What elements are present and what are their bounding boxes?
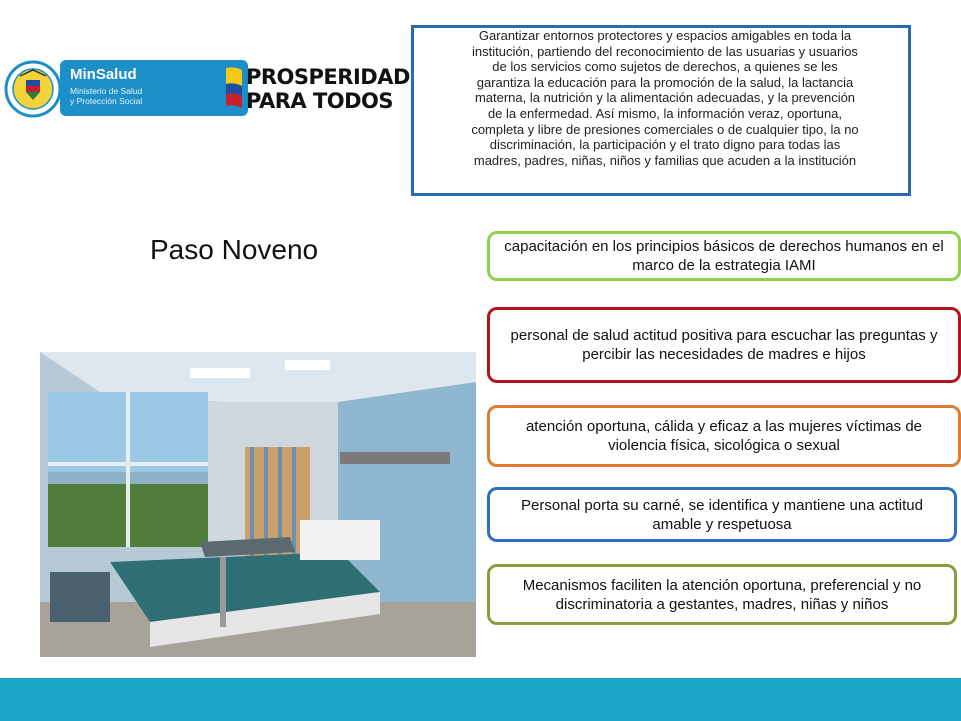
minsalud-name: MinSalud xyxy=(70,66,137,83)
footer-band xyxy=(0,678,961,721)
prosperidad-logo xyxy=(224,64,410,114)
minsalud-subtitle-2: y Protección Social xyxy=(70,96,143,106)
colombia-seal-icon xyxy=(4,58,62,120)
slide-title: Paso Noveno xyxy=(150,234,319,265)
callout-text: atención oportuna, cálida y eficaz a las mujeres víctimas de violencia física, sicológica o sexual xyxy=(525,418,923,454)
callout-text: Mecanismos faciliten la atención oportuna, preferencial y no discriminatoria a gestantes, madres, niñas y niños xyxy=(522,576,922,613)
callout-text: Personal porta su carné, se identifica y mantiene una actitud amable y respetuosa xyxy=(521,496,923,533)
minsalud-wordmark xyxy=(60,60,248,116)
callout-violence-care xyxy=(487,405,961,467)
colombia-flag-stripes-icon xyxy=(224,64,244,114)
guarantee-line-7: completa y libre de presiones comerciales o de cualquier tipo, la no xyxy=(471,121,859,137)
callout-human-rights-training xyxy=(487,231,961,281)
guarantee-line-3: de los servicios como sujetos de derechos, a quienes se les xyxy=(492,59,838,75)
callout-staff-id xyxy=(487,487,957,542)
callout-text: capacitación en los principios básicos de derechos humanos en el marco de la estrategia IAMI xyxy=(504,238,944,274)
guarantee-line-9: madres, padres, niñas, niños y familias que acuden a la institución xyxy=(473,152,857,168)
prosperidad-line-2: PARA TODOS xyxy=(246,89,394,113)
callout-positive-attitude xyxy=(487,307,961,383)
guarantee-line-6: de la enfermedad. Así mismo, la información veraz, oportuna, xyxy=(487,105,843,121)
guarantee-line-2: institución, partiendo del reconocimiento de las usuarias y usuarios xyxy=(472,43,858,59)
guarantee-line-8: discriminación, la participación y el trato digno para todas las xyxy=(489,137,841,153)
guarantee-line-4: garantiza la educación para la promoción de la salud, la lactancia xyxy=(476,74,854,90)
guarantee-paragraph xyxy=(440,28,890,168)
hospital-room-photo xyxy=(40,352,476,657)
minsalud-subtitle-1: Ministerio de Salud xyxy=(70,86,143,96)
guarantee-line-5: materna, la nutrición y la alimentación adecuadas, y la prevención xyxy=(474,90,856,106)
minsalud-logo xyxy=(0,58,248,120)
callout-non-discrimination xyxy=(487,564,957,625)
callout-text: personal de salud actitud positiva para escuchar las preguntas y percibir las necesidades de madres e hijos xyxy=(510,327,938,363)
guarantee-line-1: Garantizar entornos protectores y espacios amigables en toda la xyxy=(478,28,852,43)
prosperidad-line-1: PROSPERIDAD xyxy=(246,65,410,89)
